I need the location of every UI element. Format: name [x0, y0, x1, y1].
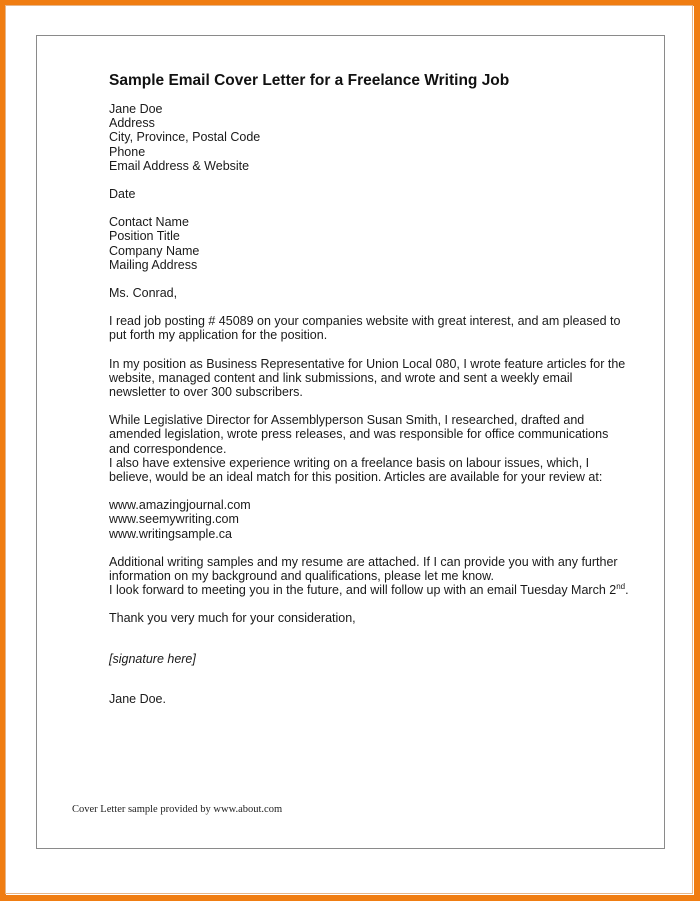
sender-email: Email Address & Website	[109, 158, 250, 173]
paragraph-1: I read job posting # 45089 on your companies website with great interest, and am pleased to put forth my application for the position.	[109, 314, 621, 343]
ordinal-suffix: nd	[616, 582, 626, 592]
footer-credit: Cover Letter sample provided by www.about.com	[72, 804, 283, 815]
link-writingsample[interactable]: www.writingsample.ca	[109, 526, 232, 541]
sender-phone: Phone	[109, 144, 146, 159]
paragraph-4: I also have extensive experience writing on a freelance basis on labour issues, which, I believe, would be an ideal match for this position. Articles are available for your review at:	[109, 455, 603, 485]
letter-content	[109, 72, 629, 720]
sender-name: Jane Doe	[109, 102, 163, 116]
links-block	[109, 498, 629, 541]
closing-name: Jane Doe.	[109, 691, 166, 706]
salutation: Ms. Conrad,	[109, 286, 178, 301]
paragraph-2: In my position as Business Representative for Union Local 080, I wrote feature articles for the website, managed content and link submissions, and wrote and sent a weekly email newsletter to over 300 subscribers.	[109, 356, 626, 400]
recipient-contact: Contact Name	[109, 215, 189, 230]
paragraph-6	[109, 583, 629, 597]
signature-placeholder: [signature here]	[109, 651, 196, 666]
recipient-mailing: Mailing Address	[109, 257, 198, 272]
sender-address: Address	[109, 116, 155, 131]
sender-block	[109, 102, 629, 173]
link-seemywriting[interactable]: www.seemywriting.com	[109, 512, 239, 527]
thanks-line: Thank you very much for your consideration,	[109, 611, 356, 626]
link-amazingjournal[interactable]: www.amazingjournal.com	[109, 498, 251, 513]
paragraph-5: Additional writing samples and my resume are attached. If I can provide you with any further information on my background and qualifications, please let me know.	[109, 554, 618, 584]
paragraph-3: While Legislative Director for Assemblyperson Susan Smith, I researched, drafted and amended legislation, wrote press releases, and was responsible for office communications and correspondence.	[109, 413, 609, 456]
recipient-company: Company Name	[109, 243, 200, 258]
letter-title: Sample Email Cover Letter for a Freelance Writing Job	[109, 72, 510, 89]
recipient-position: Position Title	[109, 229, 180, 244]
recipient-block	[109, 215, 629, 272]
date-line: Date	[109, 187, 136, 202]
sender-city: City, Province, Postal Code	[109, 130, 261, 145]
paragraph-6-text: I look forward to meeting you in the future, and will follow up with an email Tuesday March 2	[109, 583, 617, 598]
letter-page	[36, 35, 665, 849]
paragraph-6-end: .	[625, 583, 629, 598]
